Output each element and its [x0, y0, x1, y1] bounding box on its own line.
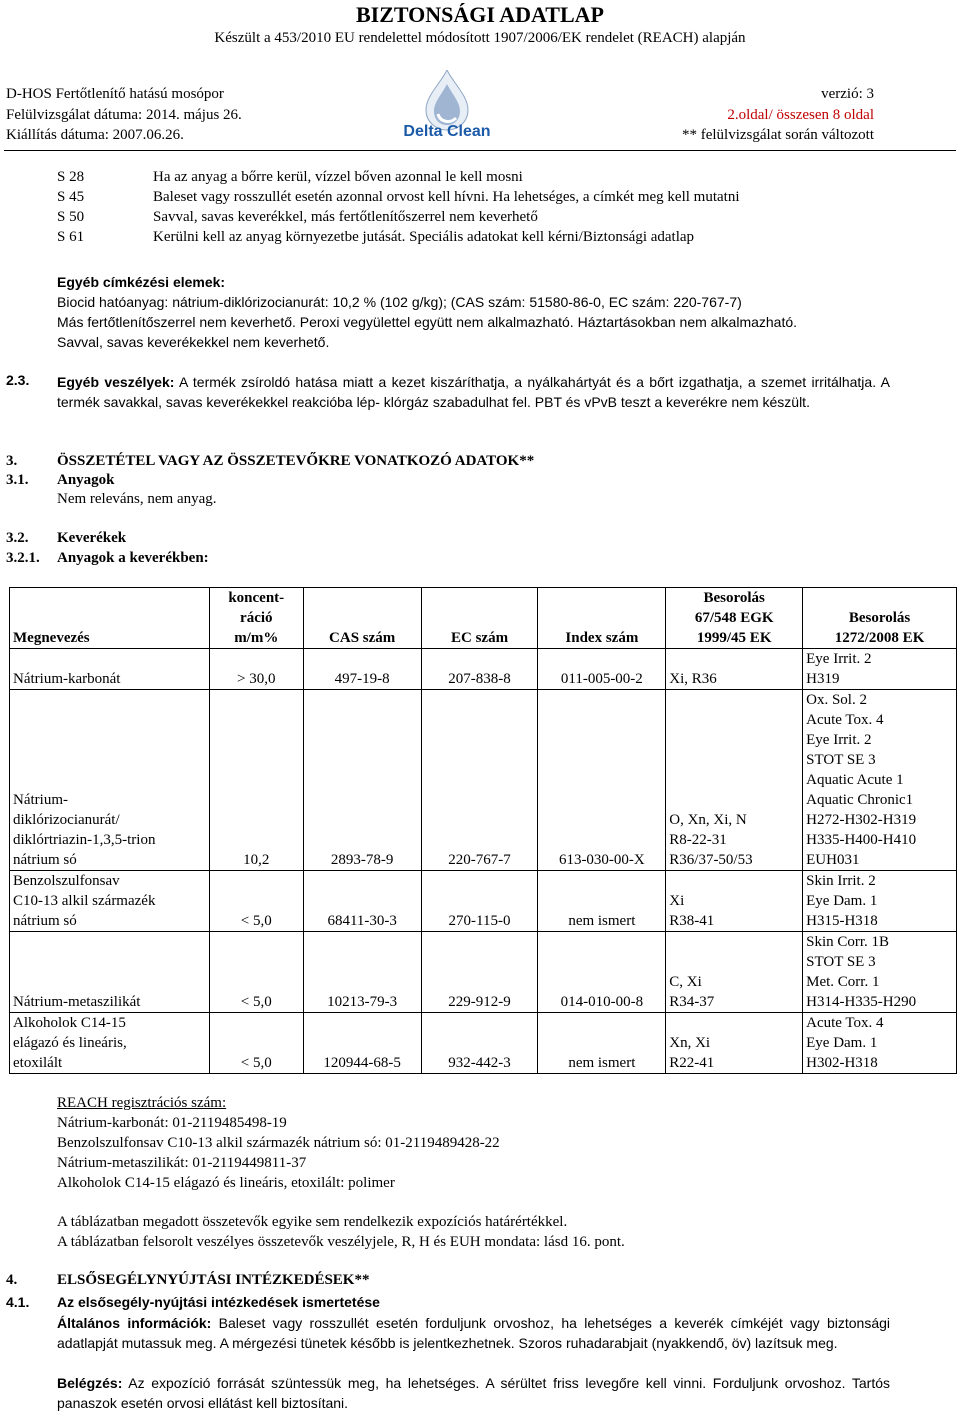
col-header-ec: EC szám: [421, 588, 538, 649]
cell-ec: 220-767-7: [421, 690, 538, 871]
s-phrase-text: Ha az anyag a bőrre kerül, vízzel bőven azonnal le kell mosni: [153, 169, 523, 185]
label-warning-line: Más fertőtlenítőszerrel nem keverhető. Peroxi vegyülettel együtt nem alkalmazható. Háztartásokban nem alkalmazható.: [57, 314, 798, 330]
section-4-1-heading: Az elsősegély-nyújtási intézkedések ismertetése: [57, 1294, 380, 1310]
cell-c1272: Skin Irrit. 2 Eye Dam. 1 H315-H318: [803, 871, 957, 932]
s-phrase-code: S 61: [57, 229, 85, 245]
delta-clean-logo: [388, 70, 506, 138]
section-4-1-number: 4.1.: [6, 1294, 30, 1310]
cell-name: Nátrium- diklórizocianurát/ diklórtriazin-1,3,5-trion nátrium só: [10, 690, 210, 871]
section-3-2-number: 3.2.: [6, 530, 29, 546]
table-row: [10, 649, 957, 690]
reach-line: Benzolszulfonsav C10-13 alkil származék nátrium só: 01-2119489428-22: [57, 1135, 500, 1151]
page-indicator: 2.oldal/ összesen 8 oldal: [727, 107, 874, 123]
document-subtitle: Készült a 453/2010 EU rendelettel módosított 1907/2006/EK rendelet (REACH) alapján: [214, 30, 746, 46]
section-3-2-heading: Keverékek: [57, 530, 127, 546]
section-3-heading: ÖSSZETÉTEL VAGY AZ ÖSSZETEVŐKRE VONATKOZÓ ADATOK**: [57, 453, 535, 469]
cell-cas: 2893-78-9: [303, 690, 421, 871]
exposure-note: A táblázatban megadott összetevők egyike sem rendelkezik expozíciós határértékkel.: [57, 1214, 568, 1230]
reach-line: Nátrium-karbonát: 01-2119485498-19: [57, 1115, 287, 1131]
section-2-3-text: A termék zsíroldó hatása miatt a kezet kiszáríthatja, a nyálkahártyát és a bőrt izgathatja, a szemet irritálhatja. A termék savakkal, savas keverékekkel reakcióba lép- klórgáz szabadulhat fel. PBT és vPvB teszt a keverékre nem készült.: [57, 374, 891, 410]
cell-c67: Xn, Xi R22-41: [666, 1013, 803, 1074]
cell-ec: 270-115-0: [421, 871, 538, 932]
composition-table: [9, 587, 957, 1074]
inhalation-paragraph: [57, 1373, 890, 1413]
cell-conc: > 30,0: [209, 649, 303, 690]
label-acid-line: Savval, savas keverékekkel nem keverhető.: [57, 334, 330, 350]
cell-c1272: Eye Irrit. 2 H319: [803, 649, 957, 690]
cell-index: nem ismert: [538, 1013, 666, 1074]
s-phrase-code: S 28: [57, 169, 85, 185]
cell-name: Nátrium-metaszilikát: [10, 932, 210, 1013]
table-row: [10, 932, 957, 1013]
cell-c67: C, Xi R34-37: [666, 932, 803, 1013]
col-header-cas: CAS szám: [303, 588, 421, 649]
col-header-class-1272: Besorolás 1272/2008 EK: [803, 588, 957, 649]
cell-name: Nátrium-karbonát: [10, 649, 210, 690]
cell-conc: < 5,0: [209, 1013, 303, 1074]
cell-ec: 932-442-3: [421, 1013, 538, 1074]
section-4-heading: ELSŐSEGÉLYNYÚJTÁSI INTÉZKEDÉSEK**: [57, 1272, 370, 1288]
section-3-number: 3.: [6, 453, 18, 469]
hazard-note: A táblázatban felsorolt veszélyes összetevők veszélyjele, R, H és EUH mondata: lásd 16. pont.: [57, 1234, 625, 1250]
section-2-3-body: [57, 372, 890, 412]
changed-note: ** felülvizsgálat során változott: [681, 127, 874, 143]
col-header-concentration: koncent- ráció m/m%: [209, 588, 303, 649]
general-info-text: Baleset vagy rosszullét esetén forduljunk orvoshoz, ha lehetséges a keverék címkéjét vagy biztonsági adatlapját mutassuk meg. A mérgezési tünetek később is jelentkezhetnek. Szoros ruhadarabjait (nyakkendő, öv) lazítsuk meg.: [57, 1315, 891, 1351]
s-phrase-text: Baleset vagy rosszullét esetén azonnal orvost kell hívni. Ha lehetséges, a címkét meg kell mutatni: [153, 189, 740, 205]
s-phrase-text: Savval, savas keverékkel, más fertőtlenítőszerrel nem keverhető: [153, 209, 538, 225]
col-header-name: Megnevezés: [10, 588, 210, 649]
cell-cas: 120944-68-5: [303, 1013, 421, 1074]
general-info-label: Általános információk:: [57, 1315, 212, 1331]
cell-cas: 497-19-8: [303, 649, 421, 690]
table-row: [10, 871, 957, 932]
section-3-1-number: 3.1.: [6, 472, 29, 488]
section-3-2-1-heading: Anyagok a keverékben:: [57, 550, 209, 566]
s-phrase-code: S 50: [57, 209, 85, 225]
document-title: BIZTONSÁGI ADATLAP: [356, 2, 604, 27]
issue-date: Kiállítás dátuma: 2007.06.26.: [6, 127, 184, 143]
cell-c67: Xi, R36: [666, 649, 803, 690]
other-label-heading: Egyéb címkézési elemek:: [57, 274, 226, 290]
cell-index: 011-005-00-2: [538, 649, 666, 690]
review-date: Felülvizsgálat dátuma: 2014. május 26.: [6, 107, 242, 123]
cell-conc: < 5,0: [209, 932, 303, 1013]
cell-ec: 207-838-8: [421, 649, 538, 690]
section-3-1-text: Nem releváns, nem anyag.: [57, 491, 217, 507]
product-name: D-HOS Fertőtlenítő hatású mosópor: [6, 86, 224, 102]
cell-cas: 68411-30-3: [303, 871, 421, 932]
cell-name: Benzolszulfonsav C10-13 alkil származék nátrium só: [10, 871, 210, 932]
table-header-row: [10, 588, 957, 649]
logo-wordmark: Delta Clean: [403, 123, 491, 138]
section-2-3-number: 2.3.: [6, 372, 30, 388]
cell-c1272: Skin Corr. 1B STOT SE 3 Met. Corr. 1 H314-H335-H290: [803, 932, 957, 1013]
cell-index: nem ismert: [538, 871, 666, 932]
version-label: verzió: 3: [821, 86, 874, 102]
reach-line: Alkoholok C14-15 elágazó és lineáris, etoxilált: polimer: [57, 1175, 395, 1191]
cell-cas: 10213-79-3: [303, 932, 421, 1013]
section-3-1-heading: Anyagok: [57, 472, 115, 488]
header-divider: [4, 150, 956, 151]
cell-name: Alkoholok C14-15 elágazó és lineáris, etoxilált: [10, 1013, 210, 1074]
inhalation-label: Belégzés:: [57, 1375, 123, 1391]
cell-c1272: Ox. Sol. 2 Acute Tox. 4 Eye Irrit. 2 STOT SE 3 Aquatic Acute 1 Aquatic Chronic1 H272-H302-H319 H335-H400-H410 EUH031: [803, 690, 957, 871]
cell-ec: 229-912-9: [421, 932, 538, 1013]
cell-conc: < 5,0: [209, 871, 303, 932]
general-info-paragraph: [57, 1313, 890, 1353]
cell-c67: O, Xn, Xi, N R8-22-31 R36/37-50/53: [666, 690, 803, 871]
s-phrase-code: S 45: [57, 189, 85, 205]
biocide-line: Biocid hatóanyag: nátrium-diklórizocianurát: 10,2 % (102 g/kg); (CAS szám: 51580-86-0, EC szám: 220-767-7): [57, 294, 742, 310]
section-3-2-1-number: 3.2.1.: [6, 550, 40, 566]
col-header-index: Index szám: [538, 588, 666, 649]
table-row: [10, 1013, 957, 1074]
reach-heading: REACH regisztrációs szám:: [57, 1095, 227, 1111]
inhalation-text: Az expozíció forrását szüntessük meg, ha lehetséges. A sérültet friss levegőre kell vinni. Forduljunk orvoshoz. Tartós panaszok esetén orvosi ellátást kell biztosítani.: [57, 1375, 890, 1411]
cell-index: 613-030-00-X: [538, 690, 666, 871]
table-row: [10, 690, 957, 871]
cell-c1272: Acute Tox. 4 Eye Dam. 1 H302-H318: [803, 1013, 957, 1074]
reach-line: Nátrium-metaszilikát: 01-2119449811-37: [57, 1155, 307, 1171]
section-2-3-heading: Egyéb veszélyek:: [57, 374, 175, 390]
cell-conc: 10,2: [209, 690, 303, 871]
water-drop-icon: [388, 70, 506, 138]
section-4-number: 4.: [6, 1272, 18, 1288]
cell-index: 014-010-00-8: [538, 932, 666, 1013]
col-header-class-67-548: Besorolás 67/548 EGK 1999/45 EK: [666, 588, 803, 649]
cell-c67: Xi R38-41: [666, 871, 803, 932]
s-phrase-text: Kerülni kell az anyag környezetbe jutását. Speciális adatokat kell kérni/Biztonsági adatlap: [153, 229, 695, 245]
